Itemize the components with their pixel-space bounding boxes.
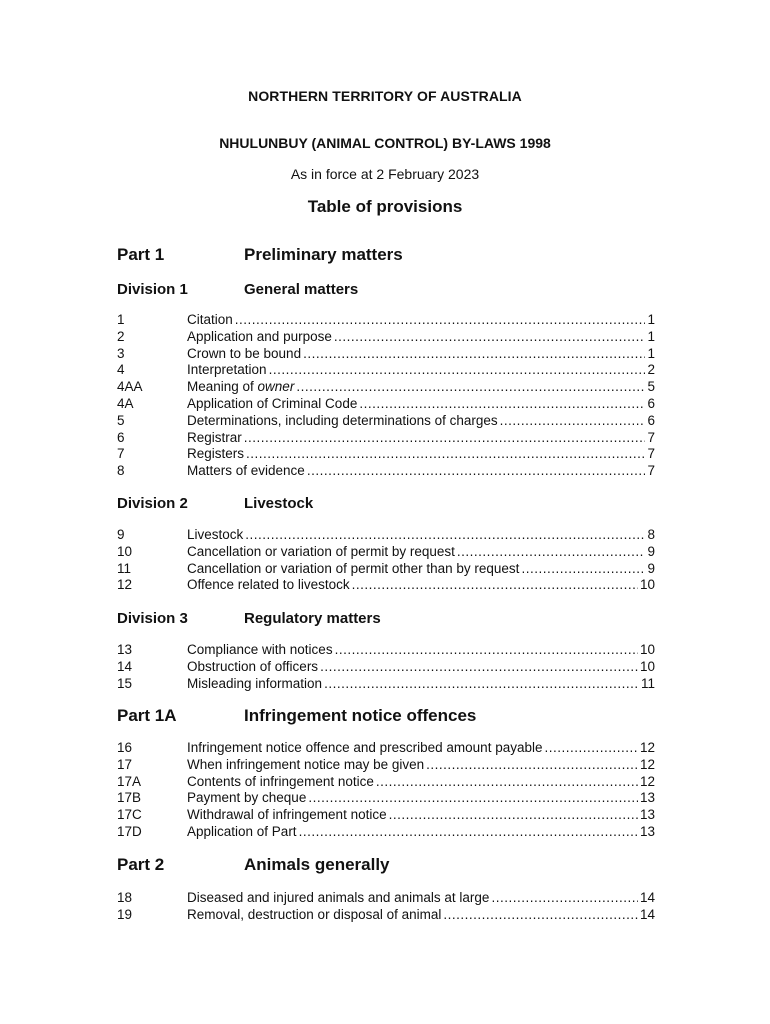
toc-entry[interactable] [117,676,655,693]
part-1a-entries [117,740,655,841]
toc-entry[interactable] [117,807,655,824]
entry-title-italic: owner [257,379,295,395]
toc-entry[interactable] [117,740,655,757]
entry-title: Misleading information [187,675,323,691]
entry-page: 12 [639,756,655,772]
dot-leader [426,757,638,774]
entry-number: 11 [117,560,132,576]
entry-title: Cancellation or variation of permit other than by request [187,560,520,576]
entry-number: 17A [117,773,142,789]
entry-page: 1 [647,312,655,327]
division-1-entries [117,312,655,480]
dot-leader [352,577,638,594]
entry-number: 3 [117,345,125,361]
entry-page: 7 [647,446,655,462]
dot-leader [335,642,638,659]
dot-leader [544,740,637,757]
toc-entry[interactable] [117,379,655,396]
dot-leader [246,446,645,463]
entry-page: 7 [647,463,655,479]
entry-page: 10 [639,577,655,593]
dot-leader [303,346,645,363]
toc-entry[interactable] [117,430,655,447]
entry-title: Application and purpose [187,328,332,344]
dot-leader [376,774,638,791]
entry-number: 4 [117,362,125,378]
jurisdiction-heading: NORTHERN TERRITORY OF AUSTRALIA [248,88,522,104]
entry-number: 7 [117,446,125,462]
entry-title: Interpretation [187,362,267,378]
toc-entry[interactable] [117,824,655,841]
division-number: Division 1 [117,281,188,298]
dot-leader [320,659,638,676]
toc-entry[interactable] [117,413,655,430]
dot-leader [307,463,646,480]
entry-page: 9 [647,560,655,576]
division-number: Division 2 [117,495,188,512]
toc-entry[interactable] [117,642,655,659]
division-name: General matters [244,281,359,298]
dot-leader [269,362,646,379]
entry-page: 13 [639,807,655,823]
entry-title: Diseased and injured animals and animals at large [187,890,490,905]
entry-page: 14 [639,890,655,905]
dot-leader [443,907,638,924]
dot-leader [235,312,646,329]
entry-page: 12 [639,773,655,789]
toc-entry[interactable] [117,890,655,907]
entry-page: 12 [639,740,655,755]
division-2-entries [117,527,655,594]
entry-page: 14 [639,906,655,922]
toc-entry[interactable] [117,757,655,774]
entry-title: Removal, destruction or disposal of animal [187,906,442,922]
entry-title: Infringement notice offence and prescribed amount payable [187,740,543,755]
entry-title: Cancellation or variation of permit by request [187,543,455,559]
entry-title: Registers [187,446,245,462]
entry-page: 6 [647,395,655,411]
entry-page: 8 [647,527,655,542]
part-number: Part 1A [117,706,177,725]
entry-number: 6 [117,429,125,445]
entry-number: 14 [117,658,133,674]
division-number: Division 3 [117,610,188,627]
entry-page: 13 [639,790,655,806]
part-name: Infringement notice offences [244,706,477,725]
toc-entry[interactable] [117,774,655,791]
entry-title [187,379,294,396]
dot-leader [500,413,646,430]
entry-page: 9 [647,543,655,559]
entry-number: 10 [117,543,133,559]
entry-page: 13 [639,823,655,839]
dot-leader [334,329,646,346]
entry-title: Payment by cheque [187,790,307,806]
entry-title: Application of Criminal Code [187,395,358,411]
toc-entry[interactable] [117,312,655,329]
entry-number: 13 [117,642,133,657]
entry-title: Withdrawal of infringement notice [187,807,387,823]
in-force-date: As in force at 2 February 2023 [290,166,480,182]
entry-title: Application of Part [187,823,297,839]
entry-page: 11 [640,675,655,691]
dot-leader [324,676,639,693]
entry-title: Obstruction of officers [187,658,319,674]
entry-number: 19 [117,906,133,922]
entry-page: 7 [647,429,655,445]
dot-leader [359,396,645,413]
entry-page: 1 [647,328,655,344]
toc-entry[interactable] [117,362,655,379]
toc-entry[interactable] [117,527,655,544]
entry-number: 1 [117,312,125,327]
entry-title-prefix: Meaning of [187,379,258,395]
toc-entry[interactable] [117,463,655,480]
entry-number: 4AA [117,379,143,395]
entry-title: Crown to be bound [187,345,302,361]
entry-number: 15 [117,675,133,691]
toc-entry[interactable] [117,396,655,413]
entry-number: 8 [117,463,125,479]
entry-number: 18 [117,890,133,905]
entry-title: When infringement notice may be given [187,756,425,772]
toc-entry[interactable] [117,577,655,594]
entry-title: Compliance with notices [187,642,333,657]
dot-leader [491,890,638,907]
part-name: Preliminary matters [244,245,403,264]
dot-leader [521,561,645,578]
division-name: Regulatory matters [244,610,381,627]
dot-leader [244,430,646,447]
entry-number: 12 [117,577,133,593]
entry-page: 10 [639,642,655,657]
toc-entry[interactable] [117,544,655,561]
toc-entry[interactable] [117,346,655,363]
dot-leader [308,790,638,807]
toc-entry[interactable] [117,561,655,578]
toc-entry[interactable] [117,659,655,676]
entry-page: 1 [647,345,655,361]
entry-number: 17 [117,756,133,772]
dot-leader [457,544,646,561]
entry-title: Citation [187,312,233,327]
document-title: NHULUNBUY (ANIMAL CONTROL) BY-LAWS 1998 [219,135,551,151]
part-name: Animals generally [244,855,390,874]
entry-page: 5 [647,379,655,395]
part-number: Part 1 [117,245,165,264]
entry-title: Livestock [187,527,244,542]
toc-entry[interactable] [117,907,655,924]
toc-entry[interactable] [117,329,655,346]
entry-number: 17D [117,823,142,839]
entry-page: 10 [639,658,655,674]
entry-page: 2 [647,362,655,378]
dot-leader [245,527,645,544]
entry-number: 9 [117,527,125,542]
entry-number: 16 [117,740,133,755]
table-of-provisions-heading: Table of provisions [307,197,463,216]
entry-number: 5 [117,412,125,428]
dot-leader [389,807,638,824]
entry-number: 17B [117,790,142,806]
division-3-entries [117,642,655,692]
dot-leader [299,824,638,841]
entry-page: 6 [647,412,655,428]
entry-title: Determinations, including determinations of charges [187,412,498,428]
part-2-entries [117,890,655,924]
toc-entry[interactable] [117,446,655,463]
entry-title: Registrar [187,429,242,445]
entry-number: 17C [117,807,142,823]
entry-title: Contents of infringement notice [187,773,374,789]
part-number: Part 2 [117,855,165,874]
toc-entry[interactable] [117,790,655,807]
entry-title: Matters of evidence [187,463,305,479]
division-name: Livestock [244,495,314,512]
entry-number: 2 [117,328,125,344]
entry-number: 4A [117,395,134,411]
entry-title: Offence related to livestock [187,577,350,593]
dot-leader [296,379,645,396]
